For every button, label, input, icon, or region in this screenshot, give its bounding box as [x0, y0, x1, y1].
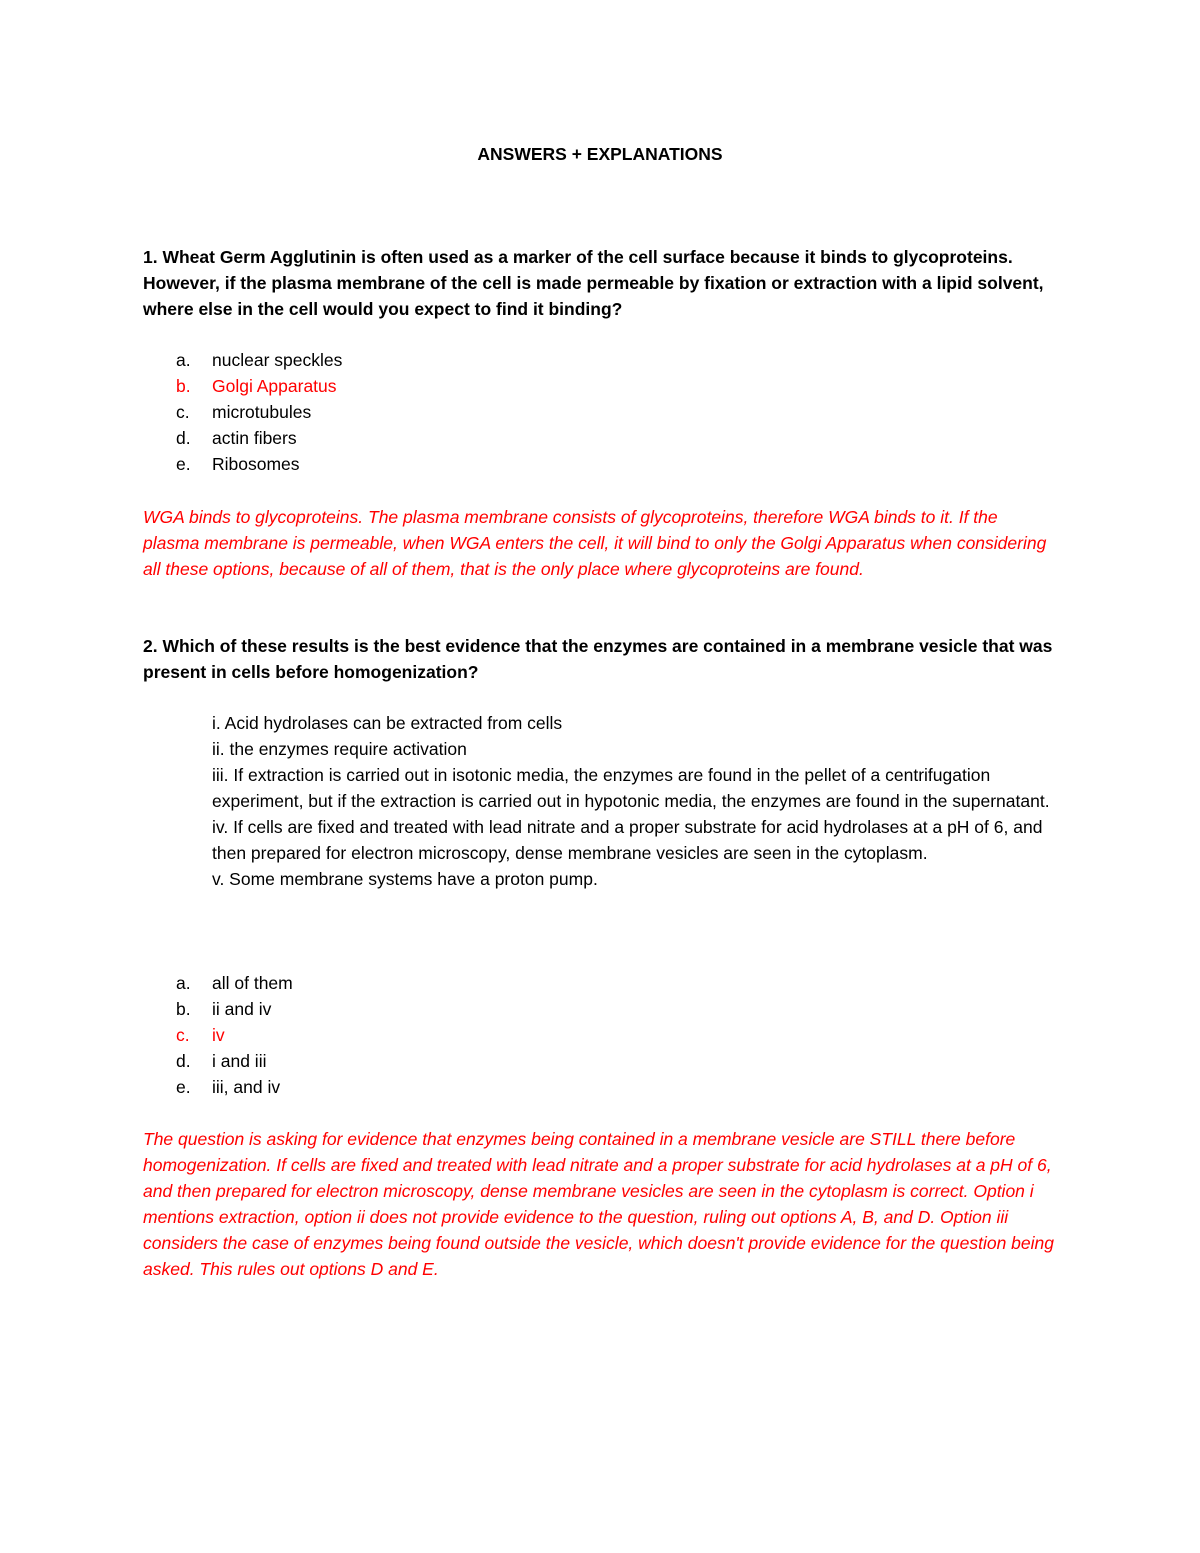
option-text: iv — [212, 1025, 225, 1045]
option-item — [176, 451, 342, 477]
option-item-correct — [176, 1022, 293, 1048]
option-text: nuclear speckles — [212, 350, 343, 370]
option-letter: a. — [176, 350, 191, 370]
option-item — [176, 425, 342, 451]
question-1-explanation: WGA binds to glycoproteins. The plasma membrane consists of glycoproteins, therefore WGA binds to it. If the plasma membrane is permeable, when WGA enters the cell, it will bind to only the Golgi Apparatus when considering all these options, because of all of them, that is the only place where glycoproteins are found. — [143, 507, 1047, 579]
option-text: Ribosomes — [212, 454, 300, 474]
statement-item: iii. If extraction is carried out in isotonic media, the enzymes are found in the pellet of a centrifugation experiment, but if the extraction is carried out in hypotonic media, the enzymes are found in the supernatant. — [212, 765, 1050, 811]
question-2-explanation: The question is asking for evidence that enzymes being contained in a membrane vesicle are STILL there before homogenization. If cells are fixed and treated with lead nitrate and a proper substrate for acid hydrolases at a pH of 6, and then prepared for electron microscopy, dense membrane vesicles are seen in the cytoplasm is correct. Option i mentions extraction, option ii does not provide evidence to the question, ruling out options A, B, and D. Option iii considers the case of enzymes being found outside the vesicle, which doesn't provide evidence for the question being asked. This rules out options D and E. — [143, 1129, 1054, 1279]
option-item — [176, 970, 293, 996]
option-letter: b. — [176, 999, 191, 1019]
option-text: all of them — [212, 973, 293, 993]
option-letter: e. — [176, 1077, 191, 1097]
option-letter: d. — [176, 428, 191, 448]
option-text: microtubules — [212, 402, 312, 422]
option-item — [176, 996, 293, 1022]
option-letter: a. — [176, 973, 191, 993]
option-item-correct — [176, 373, 342, 399]
option-item — [176, 347, 342, 373]
statement-item: v. Some membrane systems have a proton pump. — [212, 869, 598, 889]
option-text: iii, and iv — [212, 1077, 281, 1097]
option-letter: e. — [176, 454, 191, 474]
question-1-text: 1. Wheat Germ Agglutinin is often used as a marker of the cell surface because it binds to glycoproteins. However, if the plasma membrane of the cell is made permeable by fixation or extraction with a lipid solvent, where else in the cell would you expect to find it binding? — [143, 247, 1044, 319]
question-2-statements — [212, 710, 1062, 892]
question-2-options — [176, 970, 293, 1100]
option-item — [176, 399, 342, 425]
option-item — [176, 1074, 293, 1100]
statement-item: i. Acid hydrolases can be extracted from cells — [212, 713, 563, 733]
option-letter: d. — [176, 1051, 191, 1071]
option-text: ii and iv — [212, 999, 272, 1019]
option-text: Golgi Apparatus — [212, 376, 337, 396]
statement-item: ii. the enzymes require activation — [212, 739, 467, 759]
question-1-options — [176, 347, 342, 477]
option-item — [176, 1048, 293, 1074]
option-text: actin fibers — [212, 428, 297, 448]
page-title: ANSWERS + EXPLANATIONS — [477, 144, 723, 164]
option-letter: c. — [176, 402, 190, 422]
option-letter: b. — [176, 376, 191, 396]
question-2-text: 2. Which of these results is the best evidence that the enzymes are contained in a membrane vesicle that was present in cells before homogenization? — [143, 636, 1053, 682]
statement-item: iv. If cells are fixed and treated with lead nitrate and a proper substrate for acid hydrolases at a pH of 6, and then prepared for electron microscopy, dense membrane vesicles are seen in the cytoplasm. — [212, 817, 1043, 863]
option-text: i and iii — [212, 1051, 267, 1071]
option-letter: c. — [176, 1025, 190, 1045]
